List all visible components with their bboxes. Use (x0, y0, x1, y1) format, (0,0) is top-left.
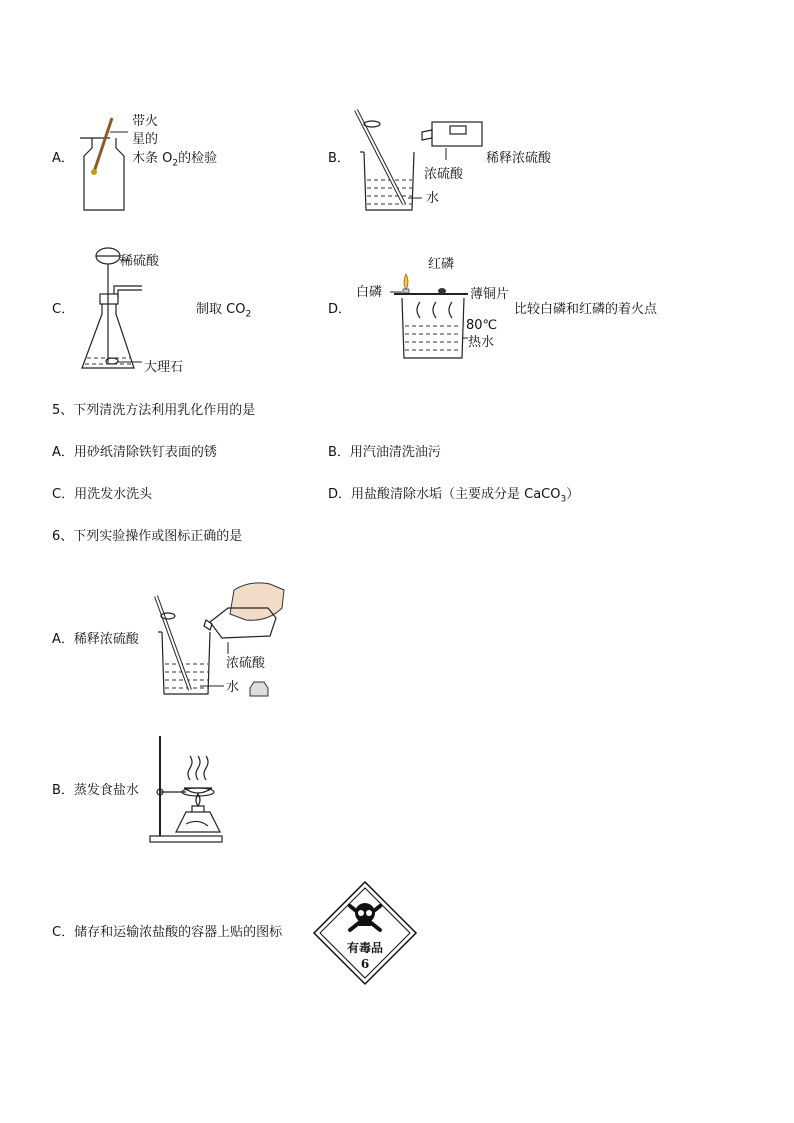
q4-b-dilution-diagram (350, 108, 490, 213)
q4-b-acid-label: 浓硫酸 (424, 167, 464, 182)
q4-option-b-letter: B． (328, 151, 350, 166)
q4-d-ignition-point-diagram (390, 270, 480, 362)
q4-d-hot-water-label: 热水 (468, 335, 495, 350)
q4-d-description: 比较白磷和红磷的着火点 (514, 302, 658, 317)
q6-option-b: B．蒸发食盐水 (52, 783, 139, 798)
q4-b-water-label: 水 (426, 191, 440, 206)
q5-stem: 5、下列清洗方法利用乳化作用的是 (52, 403, 256, 418)
q6-a-dilution-diagram (150, 578, 300, 703)
q4-a-description: 木条 $O_2$的检验 (132, 151, 218, 169)
q6-stem: 6、下列实验操作或图标正确的是 (52, 529, 243, 544)
q4-a-gas-bottle-diagram (70, 110, 130, 215)
q4-d-temperature-label: 80℃ (466, 318, 498, 333)
toxic-sign-text: 有毒品 (346, 941, 383, 955)
q5-option-a: A．用砂纸清除铁钉表面的锈 (52, 445, 217, 460)
q4-a-label-line1: 带火 (132, 114, 159, 129)
q6-a-acid-label: 浓硫酸 (226, 656, 266, 671)
q5-option-b: B．用汽油清洗油污 (328, 445, 441, 460)
toxic-sign-class-number: 6 (360, 957, 370, 971)
q5-option-d: D．用盐酸清除水垢（主要成分是 CaCO$_3$） (328, 487, 580, 505)
q4-c-acid-label: 稀硫酸 (120, 254, 160, 269)
q6-b-evaporation-diagram (146, 732, 236, 847)
q4-d-white-phosphorus-label: 白磷 (356, 285, 383, 300)
q4-c-marble-label: 大理石 (144, 360, 184, 375)
q4-b-description: 稀释浓硫酸 (486, 151, 552, 166)
q6-a-water-label: 水 (226, 680, 240, 695)
q4-option-c-letter: C． (52, 302, 75, 317)
q5-option-c: C．用洗发水洗头 (52, 487, 153, 502)
q4-option-d-letter: D． (328, 302, 352, 317)
q6-option-c: C．储存和运输浓盐酸的容器上贴的图标 (52, 925, 283, 940)
q4-option-a-letter: A． (52, 151, 74, 166)
q4-c-description: 制取 $CO_2$ (196, 302, 252, 320)
q6-option-a: A．稀释浓硫酸 (52, 632, 139, 647)
q4-d-copper-sheet-label: 薄铜片 (470, 287, 510, 302)
q4-a-label-line2: 星的 (132, 132, 159, 147)
q4-d-red-phosphorus-label: 红磷 (428, 257, 455, 272)
